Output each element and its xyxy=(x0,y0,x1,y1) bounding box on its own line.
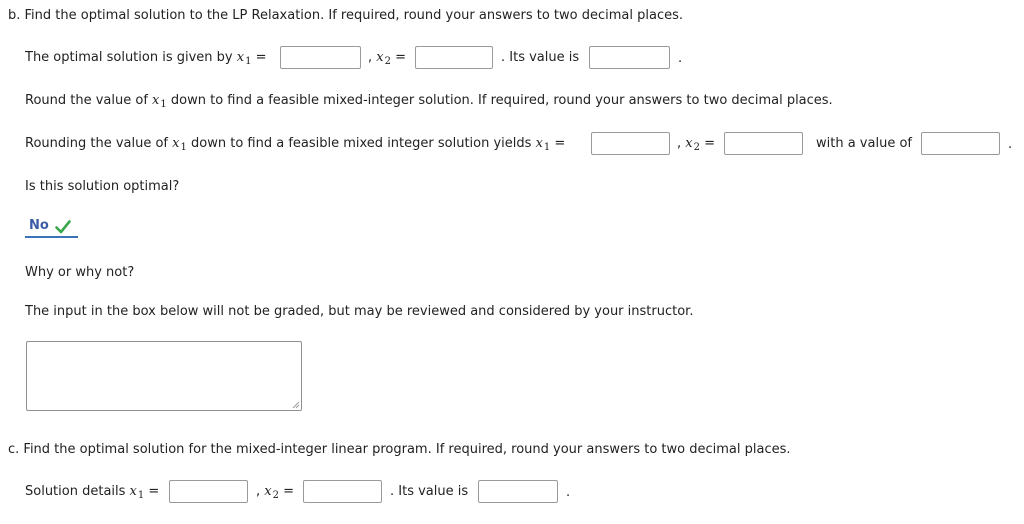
x1-sub: 1 xyxy=(543,142,551,153)
x1-symbol xyxy=(152,93,167,108)
x1-var: x xyxy=(535,136,543,151)
x1-var: x xyxy=(172,136,180,151)
comma: , xyxy=(256,484,261,499)
x1-var: x xyxy=(129,484,137,499)
mip-x1-input[interactable] xyxy=(169,480,248,503)
optimal-answer-dropdown[interactable] xyxy=(25,216,78,238)
comma: , xyxy=(677,136,682,151)
x1-sub: 1 xyxy=(137,490,145,501)
rounded-objective-input[interactable] xyxy=(921,132,1000,155)
x1-symbol xyxy=(237,50,252,65)
x2-symbol xyxy=(264,484,279,499)
equals-sign: = xyxy=(255,50,267,65)
rounded-prefix: Rounding the value of xyxy=(25,136,169,151)
part-c-heading-text: c. Find the optimal solution for the mixed-integer linear program. If required, round your answers to two decimal places. xyxy=(8,442,791,457)
not-graded-note xyxy=(25,303,693,321)
explanation-textarea[interactable] xyxy=(26,341,302,411)
x1-symbol xyxy=(172,136,187,151)
period-text: . xyxy=(1008,137,1013,152)
x1-var: x xyxy=(236,50,245,65)
rounded-x2-label xyxy=(677,135,715,154)
mip-solution-label xyxy=(25,483,159,502)
x2-symbol xyxy=(376,50,391,65)
round-instruction xyxy=(25,92,833,111)
lp-objective-input[interactable] xyxy=(589,46,670,69)
equals-sign: = xyxy=(283,484,295,499)
rounded-solution-label xyxy=(25,135,565,154)
mip-objective-input[interactable] xyxy=(478,480,558,503)
period xyxy=(566,484,570,502)
rounded-x1-input[interactable] xyxy=(591,132,670,155)
equals-sign: = xyxy=(554,136,566,151)
rounded-value-label xyxy=(816,135,912,153)
part-b-heading-text: b. Find the optimal solution to the LP Relaxation. If required, round your answers to two decimal places. xyxy=(8,8,684,23)
lp-x2-input[interactable] xyxy=(415,46,493,69)
period xyxy=(678,50,682,68)
x2-sub: 2 xyxy=(693,142,700,153)
rounded-middle: down to find a feasible mixed integer solution yields xyxy=(191,136,532,151)
x2-var: x xyxy=(264,484,272,499)
mip-value-label xyxy=(390,483,468,501)
x1-symbol xyxy=(536,136,551,151)
x2-symbol xyxy=(685,136,700,151)
value-text: . Its value is xyxy=(501,50,580,65)
x1-sub: 1 xyxy=(245,56,252,67)
optimal-question-text: Is this solution optimal? xyxy=(25,179,180,194)
why-question xyxy=(25,264,134,282)
check-icon xyxy=(55,220,71,234)
lp-solution-label xyxy=(25,49,267,68)
mip-x2-label xyxy=(256,483,294,502)
lp-x2-label xyxy=(368,49,406,68)
equals-sign: = xyxy=(148,484,160,499)
lp-solution-prefix: The optimal solution is given by xyxy=(25,50,233,65)
x2-sub: 2 xyxy=(272,490,279,501)
equals-sign: = xyxy=(704,136,716,151)
part-c-heading xyxy=(8,441,791,459)
period-text: . xyxy=(566,485,571,500)
round-instruction-after: down to find a feasible mixed-integer solution. If required, round your answers to two decimal places. xyxy=(170,93,833,108)
round-instruction-before: Round the value of xyxy=(25,93,148,108)
x2-sub: 2 xyxy=(384,56,391,67)
value-text: with a value of xyxy=(816,136,912,151)
mip-x2-input[interactable] xyxy=(303,480,382,503)
lp-x1-input[interactable] xyxy=(280,46,361,69)
resize-grip-icon[interactable] xyxy=(292,401,300,409)
x1-sub: 1 xyxy=(180,142,187,153)
x1-sub: 1 xyxy=(160,99,167,110)
comma: , xyxy=(368,50,373,65)
not-graded-note-text: The input in the box below will not be graded, but may be reviewed and considered by your instructor. xyxy=(25,304,694,319)
period-text: . xyxy=(678,51,683,66)
value-text: . Its value is xyxy=(390,484,469,499)
rounded-x2-input[interactable] xyxy=(724,132,803,155)
part-b-heading xyxy=(8,7,683,25)
period xyxy=(1008,136,1012,154)
x1-symbol xyxy=(130,484,145,499)
mip-prefix: Solution details xyxy=(25,484,126,499)
equals-sign: = xyxy=(395,50,407,65)
x2-var: x xyxy=(376,50,384,65)
x1-var: x xyxy=(152,93,160,108)
lp-value-label xyxy=(501,49,579,67)
x2-var: x xyxy=(685,136,693,151)
selected-answer: No xyxy=(29,218,49,233)
optimal-question xyxy=(25,178,179,196)
why-question-text: Why or why not? xyxy=(25,265,135,280)
